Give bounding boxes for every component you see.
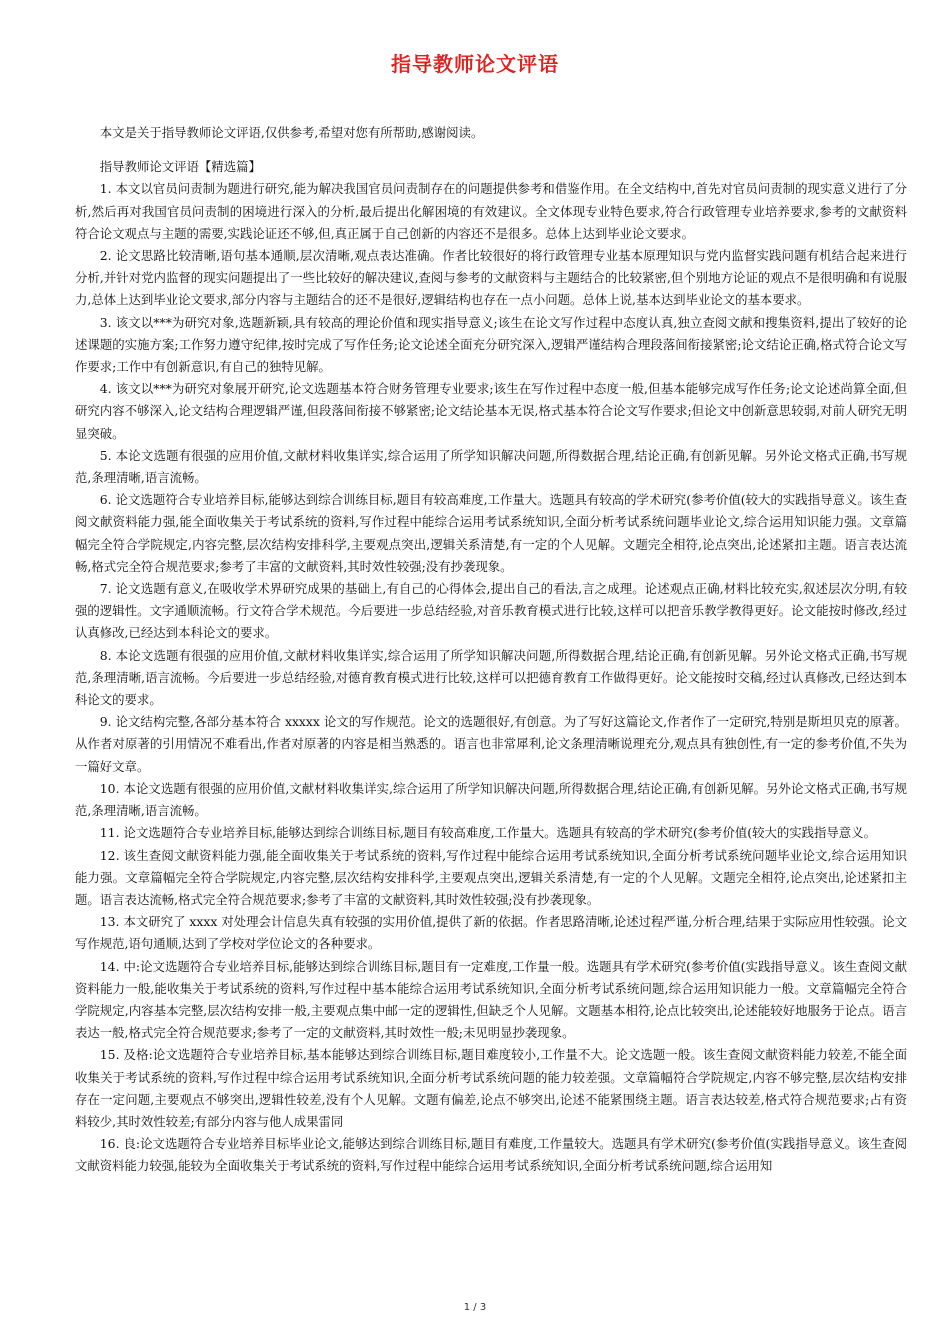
comment-paragraph-3: 3. 该文以***为研究对象,选题新颖,具有较高的理论价值和现实指导意义;该生在论文写作过程中态度认真,独立查阅文献和搜集资料,提出了较好的论述课题的实施方案;工作努力遵守纪律,按时完成了写作任务;论文论述全面充分研究深入,逻辑严谨结构合理段落间衔接紧密;论文结论正确,格式符合论文写作要求;工作中有创新意识,有自己的独特见解。	[75, 314, 907, 375]
comment-paragraph-12: 12. 该生查阅文献资料能力强,能全面收集关于考试系统的资料,写作过程中能综合运用考试系统知识,全面分析考试系统问题毕业论文,综合运用知识能力强。文章篇幅完全符合学院规定,内容完整,层次结构安排科学,主要观点突出,逻辑关系清楚,有一定的个人见解。文题完全相符,论点突出,论述紧扣主题。语言表达流畅,格式完全符合规范要求;参考了丰富的文献资料,其时效性较强;没有抄袭现象。	[75, 847, 907, 907]
comment-paragraph-2: 2. 论文思路比较清晰,语句基本通顺,层次清晰,观点表达准确。作者比较很好的将行政管理专业基本原理知识与党内监督实践问题有机结合起来进行分析,并针对党内监督的现实问题提出了一些比较好的解决建议,查阅与参考的文献资料与主题结合的比较紧密,但个别地方论证的观点不是很明确和有说服力,总体上达到毕业论文要求,部分内容与主题结合的还不是很好,逻辑结构也存在一点小问题。总体上说,基本达到毕业论文的基本要求。	[75, 248, 907, 308]
comment-paragraph-10: 10. 本论文选题有很强的应用价值,文献材料收集详实,综合运用了所学知识解决问题,所得数据合理,结论正确,有创新见解。另外论文格式正确,书写规范,条理清晰,语言流畅。	[75, 780, 907, 819]
comment-paragraph-6: 6. 论文选题符合专业培养目标,能够达到综合训练目标,题目有较高难度,工作量大。选题具有较高的学术研究(参考价值(较大的实践指导意义。该生查阅文献资料能力强,能全面收集关于考试系统的资料,写作过程中能综合运用考试系统知识,全面分析考试系统问题毕业论文,综合运用知识能力强。文章篇幅完全符合学院规定,内容完整,层次结构安排科学,主要观点突出,逻辑关系清楚,有一定的个人见解。文题完全相符,论点突出,论述紧扣主题。语言表达流畅,格式完全符合规范要求;参考了丰富的文献资料,其时效性较强;没有抄袭现象。	[75, 492, 907, 574]
comment-paragraph-16: 16. 良:论文选题符合专业培养目标毕业论文,能够达到综合训练目标,题目有难度,工作量较大。选题具有学术研究(参考价值(实践指导意义。该生查阅文献资料能力较强,能较为全面收集关于考试系统的资料,写作过程中能综合运用考试系统知识,全面分析考试系统问题,综合运用知	[75, 1136, 907, 1174]
comment-paragraph-8: 8. 本论文选题有很强的应用价值,文献材料收集详实,综合运用了所学知识解决问题,所得数据合理,结论正确,有创新见解。另外论文格式正确,书写规范,条理清晰,语言流畅。今后要进一步总结经验,对德育教育模式进行比较,这样可以把德育教育工作做得更好。论文能按时交稿,经过认真修改,已经达到本科论文的要求。	[75, 647, 907, 708]
comment-paragraph-9: 9. 论文结构完整,各部分基本符合 xxxxx 论文的写作规范。论文的选题很好,有创意。为了写好这篇论文,作者作了一定研究,特别是斯坦贝克的原著。从作者对原著的引用情况不难看出,作者对原著的内容是相当熟悉的。语言也非常犀利,论文条理清晰说理充分,观点具有独创性,有一定的参考价值,不失为一篇好文章。	[75, 714, 907, 774]
comment-paragraph-11: 11. 论文选题符合专业培养目标,能够达到综合训练目标,题目有较高难度,工作量大。选题具有较高的学术研究(参考价值(较大的实践指导意义。	[99, 825, 876, 841]
section-heading: 指导教师论文评语【精选篇】	[99, 159, 261, 175]
document-body	[75, 122, 907, 1178]
comment-paragraph-1: 1. 本文以官员问责制为题进行研究,能为解决我国官员问责制存在的问题提供参考和借鉴作用。在全文结构中,首先对官员问责制的现实意义进行了分析,然后再对我国官员问责制的困境进行深入的分析,最后提出化解困境的有效建议。全文体现专业特色要求,符合行政管理专业培养要求,参考的文献资料符合论文观点与主题的需要,实践论证还不够,但,真正属于自己创新的内容还不是很多。总体上达到毕业论文要求。	[75, 181, 907, 241]
page-title: 指导教师论文评语	[391, 52, 559, 76]
page-number: 1 / 3	[463, 1302, 487, 1313]
comment-paragraph-5: 5. 本论文选题有很强的应用价值,文献材料收集详实,综合运用了所学知识解决问题,所得数据合理,结论正确,有创新见解。另外论文格式正确,书写规范,条理清晰,语言流畅。	[75, 447, 907, 486]
comment-paragraph-4: 4. 该文以***为研究对象展开研究,论文选题基本符合财务管理专业要求;该生在写作过程中态度一般,但基本能够完成写作任务;论文论述尚算全面,但研究内容不够深入,论文结构合理逻辑严谨,但段落间衔接不够紧密;论文结论基本无误,格式基本符合论文写作要求;但论文中创新意思较弱,对前人研究无明显突破。	[75, 381, 907, 441]
comment-paragraph-13: 13. 本文研究了 xxxx 对处理会计信息失真有较强的实用价值,提供了新的依据。作者思路清晰,论述过程严谨,分析合理,结果于实际应用性较强。论文写作规范,语句通顺,达到了学校对学位论文的各种要求。	[75, 914, 907, 952]
comment-paragraph-14: 14. 中:论文选题符合专业培养目标,能够达到综合训练目标,题目有一定难度,工作量一般。选题具有学术研究(参考价值(实践指导意义。该生查阅文献资料能力一般,能收集关于考试系统的资料,写作过程中基本能综合运用考试系统知识,全面分析考试系统问题,综合运用知识能力一般。文章篇幅完全符合学院规定,内容基本完整,层次结构安排一般,主要观点集中邮一定的逻辑性,但缺乏个人见解。文题基本相符,论点比较突出,论述能较好地服务于论点。语言表达一般,格式完全符合规范要求;参考了一定的文献资料,其时效性一般;未见明显抄袭现象。	[75, 958, 907, 1041]
comment-paragraph-7: 7. 论文选题有意义,在吸收学术界研究成果的基础上,有自己的心得体会,提出自己的看法,言之成理。论述观点正确,材料比较充实,叙述层次分明,有较强的逻辑性。文字通顺流畅。行文符合学术规范。今后要进一步总结经验,对音乐教育模式进行比较,这样可以把音乐教学教得更好。论文能按时修改,经过认真修改,已经达到本科论文的要求。	[75, 581, 907, 641]
intro-paragraph: 本文是关于指导教师论文评语,仅供参考,希望对您有所帮助,感谢阅读。	[99, 125, 484, 140]
comment-paragraph-15: 15. 及格:论文选题符合专业培养目标,基本能够达到综合训练目标,题目难度较小,工作量不大。论文选题一般。该生查阅文献资料能力较差,不能全面收集关于考试系统的资料,写作过程中综合运用考试系统知识,全面分析考试系统问题的能力较差强。文章篇幅符合学院规定,内容不够完整,层次结构安排存在一定问题,主要观点不够突出,逻辑性较差,没有个人见解。文题有偏差,论点不够突出,论述不能紧围绕主题。语言表达较差,格式符合规范要求;占有资料较少,其时效性较差;有部分内容与他人成果雷同	[75, 1047, 907, 1129]
